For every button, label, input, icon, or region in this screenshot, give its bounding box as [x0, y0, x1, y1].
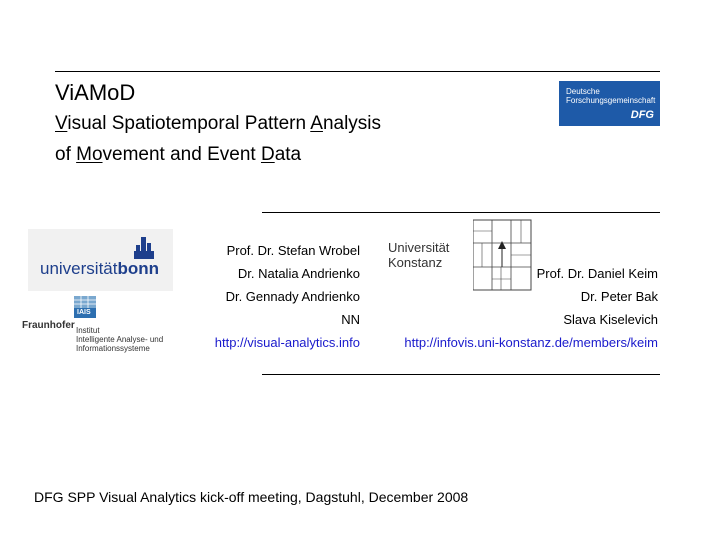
footer-text: DFG SPP Visual Analytics kick-off meeting, Dagstuhl, December 2008 [34, 489, 469, 505]
contact-name: Dr. Peter Bak [580, 289, 658, 304]
konstanz-keim-link[interactable]: http://infovis.uni-konstanz.de/members/keim [404, 335, 658, 350]
contact-name: Prof. Dr. Stefan Wrobel [226, 243, 360, 258]
contact-name: Prof. Dr. Daniel Keim [536, 266, 658, 281]
page-title: ViAMoD [55, 80, 136, 105]
contact-name: NN [341, 312, 360, 327]
contact-name: Dr. Natalia Andrienko [237, 266, 360, 281]
top-rule [55, 71, 660, 72]
middle-rule-top [262, 212, 660, 213]
middle-rule-bottom [262, 374, 660, 375]
subtitle-line-1: Visual Spatiotemporal Pattern Analysis [55, 113, 382, 134]
university-bonn-logo: universitätbonn [28, 229, 173, 291]
dfg-logo: Deutsche Forschungsgemeinschaft DFG [559, 81, 660, 126]
fraunhofer-iais-logo: IAIS Fraunhofer Institut Intelligente Analyse- und Informationssysteme [22, 296, 182, 362]
left-contact-list [180, 239, 360, 354]
visual-analytics-link[interactable]: http://visual-analytics.info [214, 335, 360, 350]
right-contact-list [380, 262, 658, 354]
subtitle-line-2: of Movement and Event Data [55, 144, 302, 165]
university-konstanz-logo: Universität Konstanz [385, 219, 535, 291]
contact-name: Slava Kiselevich [563, 312, 658, 327]
contact-name: Dr. Gennady Andrienko [225, 289, 360, 304]
